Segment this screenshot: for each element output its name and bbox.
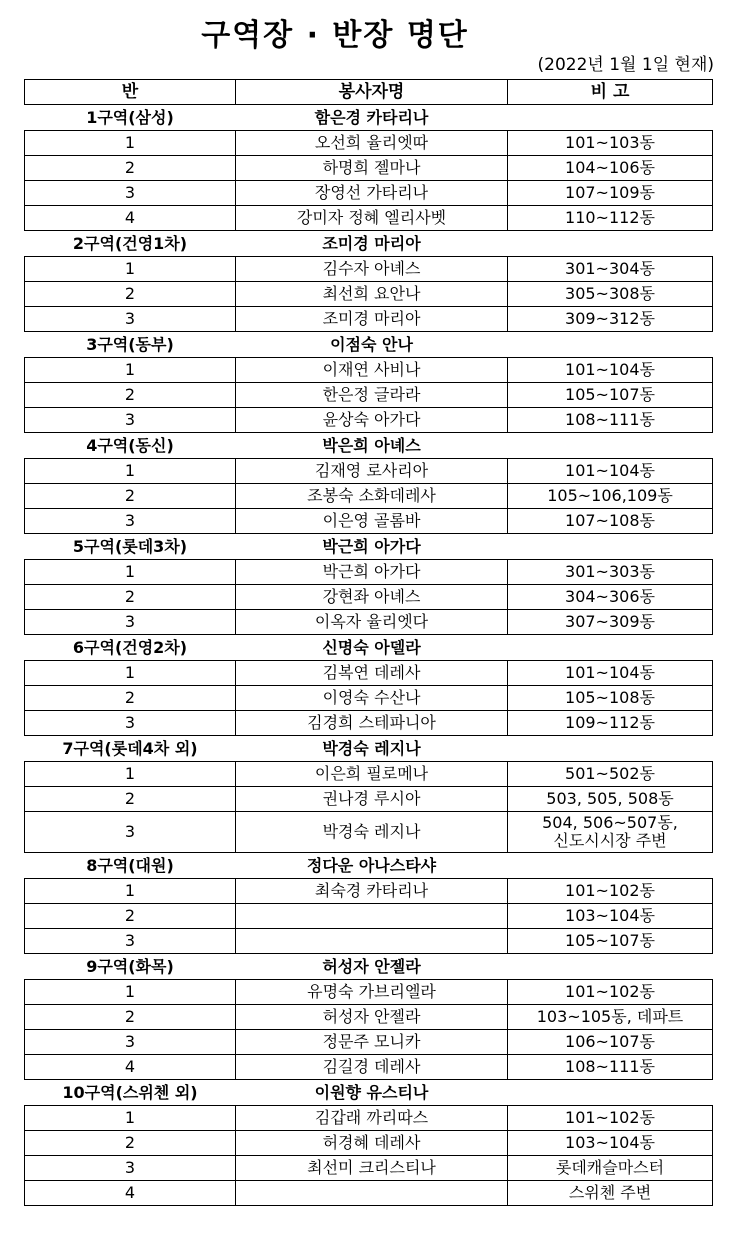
volunteer-name: 정문주 모니카 bbox=[236, 1030, 508, 1055]
note-cell: 501~502동 bbox=[508, 762, 713, 787]
zone-header-row bbox=[25, 433, 713, 459]
volunteer-name: 한은정 글라라 bbox=[236, 383, 508, 408]
note-cell bbox=[508, 812, 713, 853]
table-row bbox=[25, 282, 713, 307]
ban-number: 4 bbox=[25, 206, 236, 231]
zone-leader: 정다운 아나스타샤 bbox=[306, 855, 437, 875]
zone-leader: 함은경 카타리나 bbox=[314, 107, 429, 127]
header-row bbox=[25, 80, 713, 105]
note-cell: 108~111동 bbox=[508, 408, 713, 433]
volunteer-name: 박근희 아가다 bbox=[236, 560, 508, 585]
table-row bbox=[25, 131, 713, 156]
zone-leader: 박경숙 레지나 bbox=[322, 738, 421, 758]
header-note: 비 고 bbox=[508, 80, 713, 105]
table-row bbox=[25, 711, 713, 736]
note-cell: 109~112동 bbox=[508, 711, 713, 736]
zone-blank bbox=[508, 105, 713, 131]
ban-number: 2 bbox=[25, 282, 236, 307]
ban-number: 3 bbox=[25, 509, 236, 534]
zone-name: 1구역(삼성) bbox=[86, 107, 174, 127]
volunteer-name: 박경숙 레지나 bbox=[236, 812, 508, 853]
note-cell: 108~111동 bbox=[508, 1055, 713, 1080]
note-cell: 103~105동, 데파트 bbox=[508, 1005, 713, 1030]
ban-number: 2 bbox=[25, 787, 236, 812]
note-cell: 103~104동 bbox=[508, 904, 713, 929]
table-row bbox=[25, 1106, 713, 1131]
zone-name: 9구역(화목) bbox=[86, 956, 174, 976]
table-row bbox=[25, 661, 713, 686]
zone-blank bbox=[508, 1080, 713, 1106]
table-row bbox=[25, 904, 713, 929]
ban-number: 4 bbox=[25, 1181, 236, 1206]
table-row bbox=[25, 1005, 713, 1030]
ban-number: 1 bbox=[25, 762, 236, 787]
volunteer-name bbox=[236, 904, 508, 929]
ban-number: 3 bbox=[25, 307, 236, 332]
note-cell: 105~107동 bbox=[508, 383, 713, 408]
table-row bbox=[25, 358, 713, 383]
note-cell: 101~104동 bbox=[508, 358, 713, 383]
ban-number: 2 bbox=[25, 484, 236, 509]
note-cell: 101~102동 bbox=[508, 879, 713, 904]
zone-leader: 조미경 마리아 bbox=[322, 233, 421, 253]
note-cell: 503, 505, 508동 bbox=[508, 787, 713, 812]
zone-header-row bbox=[25, 332, 713, 358]
ban-number: 1 bbox=[25, 358, 236, 383]
zone-leader: 박은희 아녜스 bbox=[322, 435, 421, 455]
zone-blank bbox=[508, 332, 713, 358]
ban-number: 2 bbox=[25, 904, 236, 929]
ban-number: 2 bbox=[25, 156, 236, 181]
volunteer-name: 하명희 젤마나 bbox=[236, 156, 508, 181]
ban-number: 3 bbox=[25, 929, 236, 954]
note-cell: 307~309동 bbox=[508, 610, 713, 635]
note-cell: 101~102동 bbox=[508, 980, 713, 1005]
note-cell: 309~312동 bbox=[508, 307, 713, 332]
ban-number: 3 bbox=[25, 711, 236, 736]
ban-number: 2 bbox=[25, 686, 236, 711]
table-row bbox=[25, 762, 713, 787]
volunteer-name bbox=[236, 929, 508, 954]
table-row bbox=[25, 879, 713, 904]
table-row bbox=[25, 206, 713, 231]
table-row bbox=[25, 1181, 713, 1206]
volunteer-name: 이재연 사비나 bbox=[236, 358, 508, 383]
zone-blank bbox=[508, 736, 713, 762]
ban-number: 1 bbox=[25, 257, 236, 282]
volunteer-name: 장영선 가타리나 bbox=[236, 181, 508, 206]
zone-leader: 이점숙 안나 bbox=[330, 334, 413, 354]
zone-blank bbox=[508, 433, 713, 459]
volunteer-name: 김수자 아녜스 bbox=[236, 257, 508, 282]
volunteer-name: 김복연 데레사 bbox=[236, 661, 508, 686]
note-cell: 301~304동 bbox=[508, 257, 713, 282]
note-cell: 105~107동 bbox=[508, 929, 713, 954]
note-cell: 103~104동 bbox=[508, 1131, 713, 1156]
volunteer-name: 최선희 요안나 bbox=[236, 282, 508, 307]
table-row bbox=[25, 156, 713, 181]
volunteer-name: 허성자 안젤라 bbox=[236, 1005, 508, 1030]
roster-table bbox=[24, 79, 713, 1206]
table-row bbox=[25, 459, 713, 484]
zone-header-row bbox=[25, 635, 713, 661]
note-cell: 107~108동 bbox=[508, 509, 713, 534]
ban-number: 3 bbox=[25, 610, 236, 635]
ban-number: 3 bbox=[25, 1156, 236, 1181]
zone-name: 6구역(건영2차) bbox=[72, 637, 188, 657]
zone-header-row bbox=[25, 105, 713, 131]
ban-number: 4 bbox=[25, 1055, 236, 1080]
zone-blank bbox=[508, 954, 713, 980]
ban-number: 3 bbox=[25, 181, 236, 206]
page-title: 구역장 · 반장 명단 bbox=[201, 18, 469, 53]
volunteer-name: 김재영 로사리아 bbox=[236, 459, 508, 484]
note-cell: 롯데캐슬마스터 bbox=[508, 1156, 713, 1181]
ban-number: 1 bbox=[25, 879, 236, 904]
ban-number: 2 bbox=[25, 1005, 236, 1030]
ban-number: 1 bbox=[25, 459, 236, 484]
volunteer-name: 권나경 루시아 bbox=[236, 787, 508, 812]
note-cell: 105~108동 bbox=[508, 686, 713, 711]
zone-name: 8구역(대원) bbox=[86, 855, 174, 875]
ban-number: 1 bbox=[25, 980, 236, 1005]
table-row bbox=[25, 1131, 713, 1156]
table-row bbox=[25, 560, 713, 585]
table-row bbox=[25, 1055, 713, 1080]
volunteer-name: 김길경 데레사 bbox=[236, 1055, 508, 1080]
zone-header-row bbox=[25, 231, 713, 257]
table-row bbox=[25, 980, 713, 1005]
ban-number: 2 bbox=[25, 585, 236, 610]
ban-number: 1 bbox=[25, 1106, 236, 1131]
zone-leader: 박근희 아가다 bbox=[322, 536, 421, 556]
zone-blank bbox=[508, 635, 713, 661]
zone-blank bbox=[508, 231, 713, 257]
note-cell: 305~308동 bbox=[508, 282, 713, 307]
table-row bbox=[25, 181, 713, 206]
note-cell: 110~112동 bbox=[508, 206, 713, 231]
volunteer-name: 조미경 마리아 bbox=[236, 307, 508, 332]
note-cell: 304~306동 bbox=[508, 585, 713, 610]
zone-name: 5구역(롯데3차) bbox=[72, 536, 188, 556]
table-row bbox=[25, 929, 713, 954]
note-cell: 301~303동 bbox=[508, 560, 713, 585]
ban-number: 1 bbox=[25, 131, 236, 156]
volunteer-name: 이은영 골롬바 bbox=[236, 509, 508, 534]
table-row bbox=[25, 1030, 713, 1055]
ban-number: 2 bbox=[25, 1131, 236, 1156]
volunteer-name: 최숙경 카타리나 bbox=[236, 879, 508, 904]
zone-blank bbox=[508, 534, 713, 560]
zone-header-row bbox=[25, 534, 713, 560]
note-cell: 101~103동 bbox=[508, 131, 713, 156]
volunteer-name: 강미자 정혜 엘리사벳 bbox=[236, 206, 508, 231]
as-of-date: (2022년 1월 1일 현재) bbox=[537, 55, 714, 75]
volunteer-name: 강현좌 아녜스 bbox=[236, 585, 508, 610]
zone-header-row bbox=[25, 1080, 713, 1106]
note-cell: 스위첸 주변 bbox=[508, 1181, 713, 1206]
volunteer-name: 이옥자 율리엣다 bbox=[236, 610, 508, 635]
note-cell: 101~104동 bbox=[508, 661, 713, 686]
volunteer-name: 조봉숙 소화데레사 bbox=[236, 484, 508, 509]
ban-number: 2 bbox=[25, 383, 236, 408]
volunteer-name: 유명숙 가브리엘라 bbox=[236, 980, 508, 1005]
table-row bbox=[25, 812, 713, 853]
zone-name: 10구역(스위첸 외) bbox=[62, 1082, 198, 1102]
table-row bbox=[25, 1156, 713, 1181]
table-row bbox=[25, 787, 713, 812]
volunteer-name: 김갑래 까리따스 bbox=[236, 1106, 508, 1131]
note-line-2: 신도시시장 주변 bbox=[553, 831, 667, 850]
note-cell: 107~109동 bbox=[508, 181, 713, 206]
note-cell: 106~107동 bbox=[508, 1030, 713, 1055]
table-row bbox=[25, 484, 713, 509]
ban-number: 3 bbox=[25, 408, 236, 433]
table-row bbox=[25, 383, 713, 408]
volunteer-name: 김경희 스테파니아 bbox=[236, 711, 508, 736]
ban-number: 3 bbox=[25, 812, 236, 853]
zone-leader: 허성자 안젤라 bbox=[322, 956, 421, 976]
table-row bbox=[25, 610, 713, 635]
note-cell: 101~102동 bbox=[508, 1106, 713, 1131]
note-cell: 101~104동 bbox=[508, 459, 713, 484]
zone-name: 3구역(동부) bbox=[86, 334, 174, 354]
volunteer-name: 이영숙 수산나 bbox=[236, 686, 508, 711]
volunteer-name: 오선희 율리엣따 bbox=[236, 131, 508, 156]
volunteer-name: 이은희 필로메나 bbox=[236, 762, 508, 787]
zone-leader: 신명숙 아델라 bbox=[322, 637, 421, 657]
zone-header-row bbox=[25, 736, 713, 762]
volunteer-name: 최선미 크리스티나 bbox=[236, 1156, 508, 1181]
header-ban: 반 bbox=[25, 80, 236, 105]
table-row bbox=[25, 686, 713, 711]
table-row bbox=[25, 408, 713, 433]
table-row bbox=[25, 257, 713, 282]
zone-header-row bbox=[25, 853, 713, 879]
note-cell: 104~106동 bbox=[508, 156, 713, 181]
header-volunteer: 봉사자명 bbox=[236, 80, 508, 105]
note-cell: 105~106,109동 bbox=[508, 484, 713, 509]
ban-number: 1 bbox=[25, 661, 236, 686]
table-row bbox=[25, 585, 713, 610]
table-row bbox=[25, 307, 713, 332]
volunteer-name: 윤상숙 아가다 bbox=[236, 408, 508, 433]
zone-leader: 이원향 유스티나 bbox=[314, 1082, 429, 1102]
ban-number: 3 bbox=[25, 1030, 236, 1055]
table-row bbox=[25, 509, 713, 534]
zone-blank bbox=[508, 853, 713, 879]
zone-name: 7구역(롯데4차 외) bbox=[62, 738, 198, 758]
note-line-1: 504, 506~507동, bbox=[542, 813, 678, 832]
zone-header-row bbox=[25, 954, 713, 980]
zone-name: 2구역(건영1차) bbox=[72, 233, 188, 253]
volunteer-name bbox=[236, 1181, 508, 1206]
zone-name: 4구역(동신) bbox=[86, 435, 174, 455]
volunteer-name: 허경혜 데레사 bbox=[236, 1131, 508, 1156]
ban-number: 1 bbox=[25, 560, 236, 585]
